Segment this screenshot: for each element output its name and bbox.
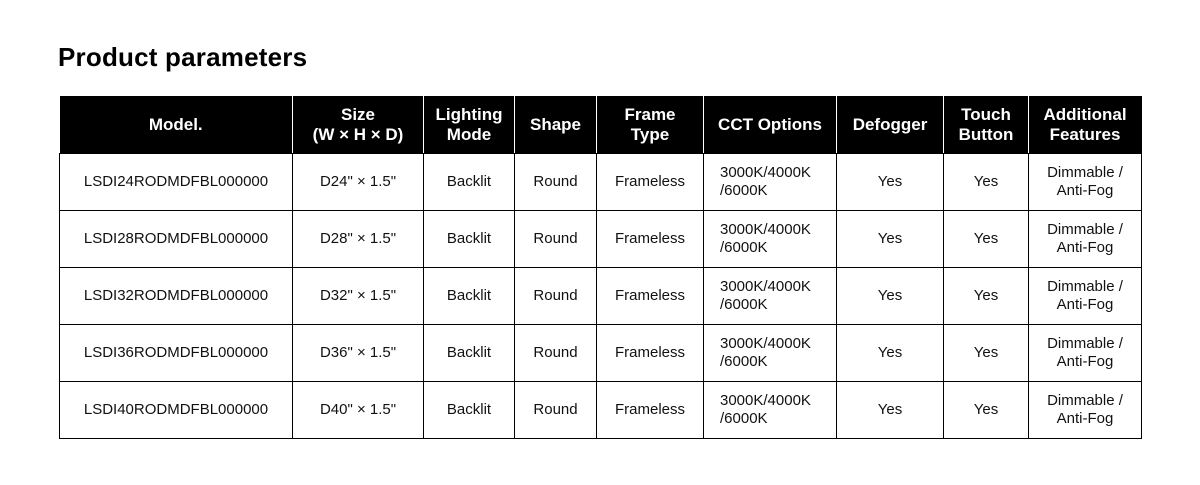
cell-size: D32" × 1.5" <box>293 268 424 325</box>
cell-frame-type: Frameless <box>597 154 704 211</box>
cell-defogger: Yes <box>837 382 944 439</box>
table-row <box>60 154 1142 211</box>
table-row <box>60 268 1142 325</box>
cell-cct-options: 3000K/4000K /6000K <box>704 268 837 325</box>
header-shape: Shape <box>515 96 597 154</box>
cell-model: LSDI28RODMDFBL000000 <box>60 211 293 268</box>
cell-additional-features: Dimmable / Anti-Fog <box>1029 382 1142 439</box>
cell-shape: Round <box>515 268 597 325</box>
cell-model: LSDI36RODMDFBL000000 <box>60 325 293 382</box>
product-parameters-table <box>59 96 1142 439</box>
cell-shape: Round <box>515 325 597 382</box>
table-row <box>60 382 1142 439</box>
cell-cct-options: 3000K/4000K /6000K <box>704 154 837 211</box>
cell-size: D40" × 1.5" <box>293 382 424 439</box>
header-cct-options: CCT Options <box>704 96 837 154</box>
cell-touch-button: Yes <box>944 382 1029 439</box>
header-lighting-mode: Lighting Mode <box>424 96 515 154</box>
cell-lighting-mode: Backlit <box>424 382 515 439</box>
page-title: Product parameters <box>58 42 308 72</box>
cell-additional-features: Dimmable / Anti-Fog <box>1029 154 1142 211</box>
table-row <box>60 325 1142 382</box>
cell-defogger: Yes <box>837 154 944 211</box>
table-header-row <box>60 96 1142 154</box>
cell-lighting-mode: Backlit <box>424 268 515 325</box>
cell-shape: Round <box>515 154 597 211</box>
cell-size: D36" × 1.5" <box>293 325 424 382</box>
cell-defogger: Yes <box>837 268 944 325</box>
header-model: Model. <box>60 96 293 154</box>
cell-size: D24" × 1.5" <box>293 154 424 211</box>
header-touch-button: Touch Button <box>944 96 1029 154</box>
cell-model: LSDI24RODMDFBL000000 <box>60 154 293 211</box>
cell-touch-button: Yes <box>944 211 1029 268</box>
header-frame-type: Frame Type <box>597 96 704 154</box>
cell-touch-button: Yes <box>944 154 1029 211</box>
cell-cct-options: 3000K/4000K /6000K <box>704 325 837 382</box>
cell-frame-type: Frameless <box>597 268 704 325</box>
cell-frame-type: Frameless <box>597 382 704 439</box>
cell-cct-options: 3000K/4000K /6000K <box>704 211 837 268</box>
cell-cct-options: 3000K/4000K /6000K <box>704 382 837 439</box>
cell-defogger: Yes <box>837 325 944 382</box>
cell-lighting-mode: Backlit <box>424 325 515 382</box>
cell-model: LSDI32RODMDFBL000000 <box>60 268 293 325</box>
header-additional-features: Additional Features <box>1029 96 1142 154</box>
cell-frame-type: Frameless <box>597 211 704 268</box>
cell-lighting-mode: Backlit <box>424 211 515 268</box>
cell-additional-features: Dimmable / Anti-Fog <box>1029 268 1142 325</box>
cell-additional-features: Dimmable / Anti-Fog <box>1029 211 1142 268</box>
cell-frame-type: Frameless <box>597 325 704 382</box>
table-row <box>60 211 1142 268</box>
cell-size: D28" × 1.5" <box>293 211 424 268</box>
cell-touch-button: Yes <box>944 325 1029 382</box>
cell-touch-button: Yes <box>944 268 1029 325</box>
cell-defogger: Yes <box>837 211 944 268</box>
cell-lighting-mode: Backlit <box>424 154 515 211</box>
cell-model: LSDI40RODMDFBL000000 <box>60 382 293 439</box>
cell-additional-features: Dimmable / Anti-Fog <box>1029 325 1142 382</box>
cell-shape: Round <box>515 382 597 439</box>
cell-shape: Round <box>515 211 597 268</box>
header-size: Size (W × H × D) <box>293 96 424 154</box>
header-defogger: Defogger <box>837 96 944 154</box>
